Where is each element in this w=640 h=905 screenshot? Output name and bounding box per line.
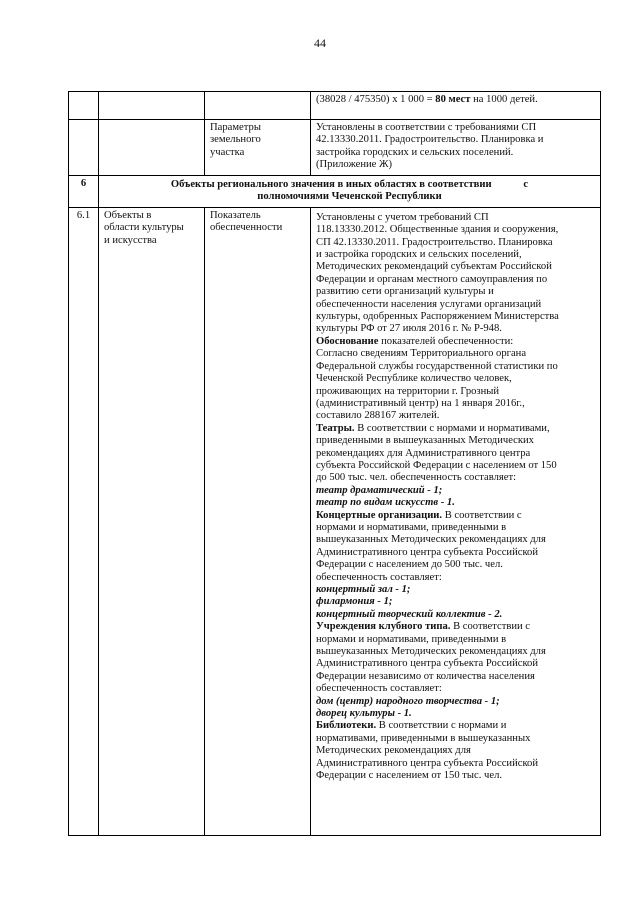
theaters-line: субъекта Российской Федерации с населением от 150	[316, 459, 557, 471]
formula-tail: на 1000 детей.	[470, 94, 538, 105]
section-title	[99, 176, 601, 208]
concert-item: филармония - 1;	[316, 596, 393, 608]
cell-value	[311, 92, 601, 120]
concert-line: Федерации с населением до 500 тыс. чел.	[316, 559, 503, 571]
justification-line: проживающих на территории г. Грозный	[316, 385, 500, 397]
theaters-item: театр драматический - 1;	[316, 484, 443, 496]
cell-param	[205, 207, 311, 835]
club-heading: Учреждения клубного типа. В соответствии с	[316, 621, 531, 633]
section-title-line: Объекты регионального значения в иных областях в соответствии с	[170, 179, 529, 190]
intro-line: развитию сети организаций культуры и	[316, 286, 494, 298]
cell-number	[69, 120, 99, 176]
intro-line: культуры, одобренных Распоряжением Министерства	[316, 311, 559, 323]
cell-param	[205, 120, 311, 176]
theaters-line: до 500 тыс. чел. обеспеченность составляет:	[316, 472, 517, 484]
section-title-line: полномочиями Чеченской Республики	[257, 191, 442, 203]
theaters-heading: Театры. В соответствии с нормами и нормативами,	[316, 422, 550, 434]
table-row-section	[69, 176, 601, 208]
theaters-line: приведенными в вышеуказанных Методических	[316, 435, 534, 447]
row-number: 6.1	[69, 207, 99, 835]
table-row-continuation	[69, 92, 601, 120]
page-number: 44	[314, 36, 326, 50]
club-line: обеспеченность составляет:	[316, 683, 442, 695]
object-line: и искусства	[104, 234, 157, 246]
library-heading: Библиотеки. В соответствии с нормами и	[316, 720, 507, 732]
intro-line: СП 42.13330.2011. Градостроительство. Планировка	[316, 236, 553, 248]
table-row-land	[69, 120, 601, 176]
table-row-culture	[69, 207, 601, 835]
library-line: нормативами, приведенными в вышеуказанных	[316, 732, 531, 744]
cell-object	[99, 120, 205, 176]
param-line: участка	[210, 146, 245, 158]
justification-line: Федеральной службы государственной статистики по	[316, 360, 558, 372]
concert-heading: Концертные организации. В соответствии с	[316, 509, 522, 521]
cell-object	[99, 92, 205, 120]
param-line: Параметры	[210, 122, 261, 133]
concert-line: обеспеченность составляет:	[316, 571, 442, 583]
cell-number	[69, 92, 99, 120]
justification-line: (административный центр) на 1 января 2016г.,	[316, 397, 525, 409]
param-line: земельного	[210, 134, 261, 146]
concert-line: вышеуказанных Методических рекомендациях для	[316, 534, 546, 546]
library-line: Административного центра субъекта Российской	[316, 757, 539, 769]
theaters-item: театр по видам искусств - 1.	[316, 497, 455, 509]
cell-value	[311, 207, 601, 835]
value-line: (Приложение Ж)	[316, 159, 393, 171]
formula-text: (38028 / 475350) x 1 000 =	[316, 94, 436, 105]
norms-table	[68, 91, 601, 836]
cell-object	[99, 207, 205, 835]
intro-line: и застройка городских и сельских поселений,	[316, 249, 522, 261]
justification-heading: Обоснование показателей обеспеченности:	[316, 335, 514, 347]
object-line: области культуры	[104, 222, 184, 234]
param-line: обеспеченности	[210, 222, 283, 234]
value-line: 42.13330.2011. Градостроительство. Планировка и	[316, 134, 544, 146]
intro-line: Установлены с учетом требований СП	[316, 211, 489, 223]
concert-line: Административного центра субъекта Российской	[316, 546, 539, 558]
intro-line: обеспеченности населения услугами организаций	[316, 298, 542, 310]
justification-line: Согласно сведениям Территориального органа	[316, 348, 527, 360]
club-item: дом (центр) народного творчества - 1;	[316, 695, 500, 707]
library-line: Федерации с населением от 150 тыс. чел.	[316, 770, 503, 782]
intro-line: 118.13330.2012. Общественные здания и сооружения,	[316, 224, 559, 236]
object-line: Объекты в	[104, 209, 152, 221]
value-line: застройка городских и сельских поселений.	[316, 146, 514, 158]
intro-line: Методических рекомендаций субъектам Российской	[316, 261, 552, 273]
concert-item: концертный творческий коллектив - 2.	[316, 608, 503, 620]
club-item: дворец культуры - 1.	[316, 708, 412, 720]
cell-param	[205, 92, 311, 120]
club-line: нормами и нормативами, приведенными в	[316, 633, 507, 645]
theaters-line: рекомендациях для Административного центра	[316, 447, 531, 459]
section-number: 6	[69, 176, 99, 208]
intro-line: культуры РФ от 27 июля 2016 г. № Р-948.	[316, 323, 502, 335]
intro-line: Федерации и органам местного самоуправления по	[316, 273, 548, 285]
cell-value	[311, 120, 601, 176]
formula-result: 80 мест	[435, 94, 471, 105]
club-line: Федерации независимо от количества населения	[316, 670, 535, 682]
justification-line: составило 288167 жителей.	[316, 410, 440, 422]
justification-line: Чеченской Республике количество человек,	[316, 373, 512, 385]
club-line: вышеуказанных Методических рекомендациях для	[316, 646, 546, 658]
value-line: Установлены в соответствии с требованиями СП	[316, 122, 537, 133]
club-line: Административного центра субъекта Российской	[316, 658, 539, 670]
concert-item: концертный зал - 1;	[316, 584, 411, 595]
library-line: Методических рекомендациях для	[316, 745, 471, 757]
param-line: Показатель	[210, 209, 261, 221]
concert-line: нормами и нормативами, приведенными в	[316, 521, 507, 533]
